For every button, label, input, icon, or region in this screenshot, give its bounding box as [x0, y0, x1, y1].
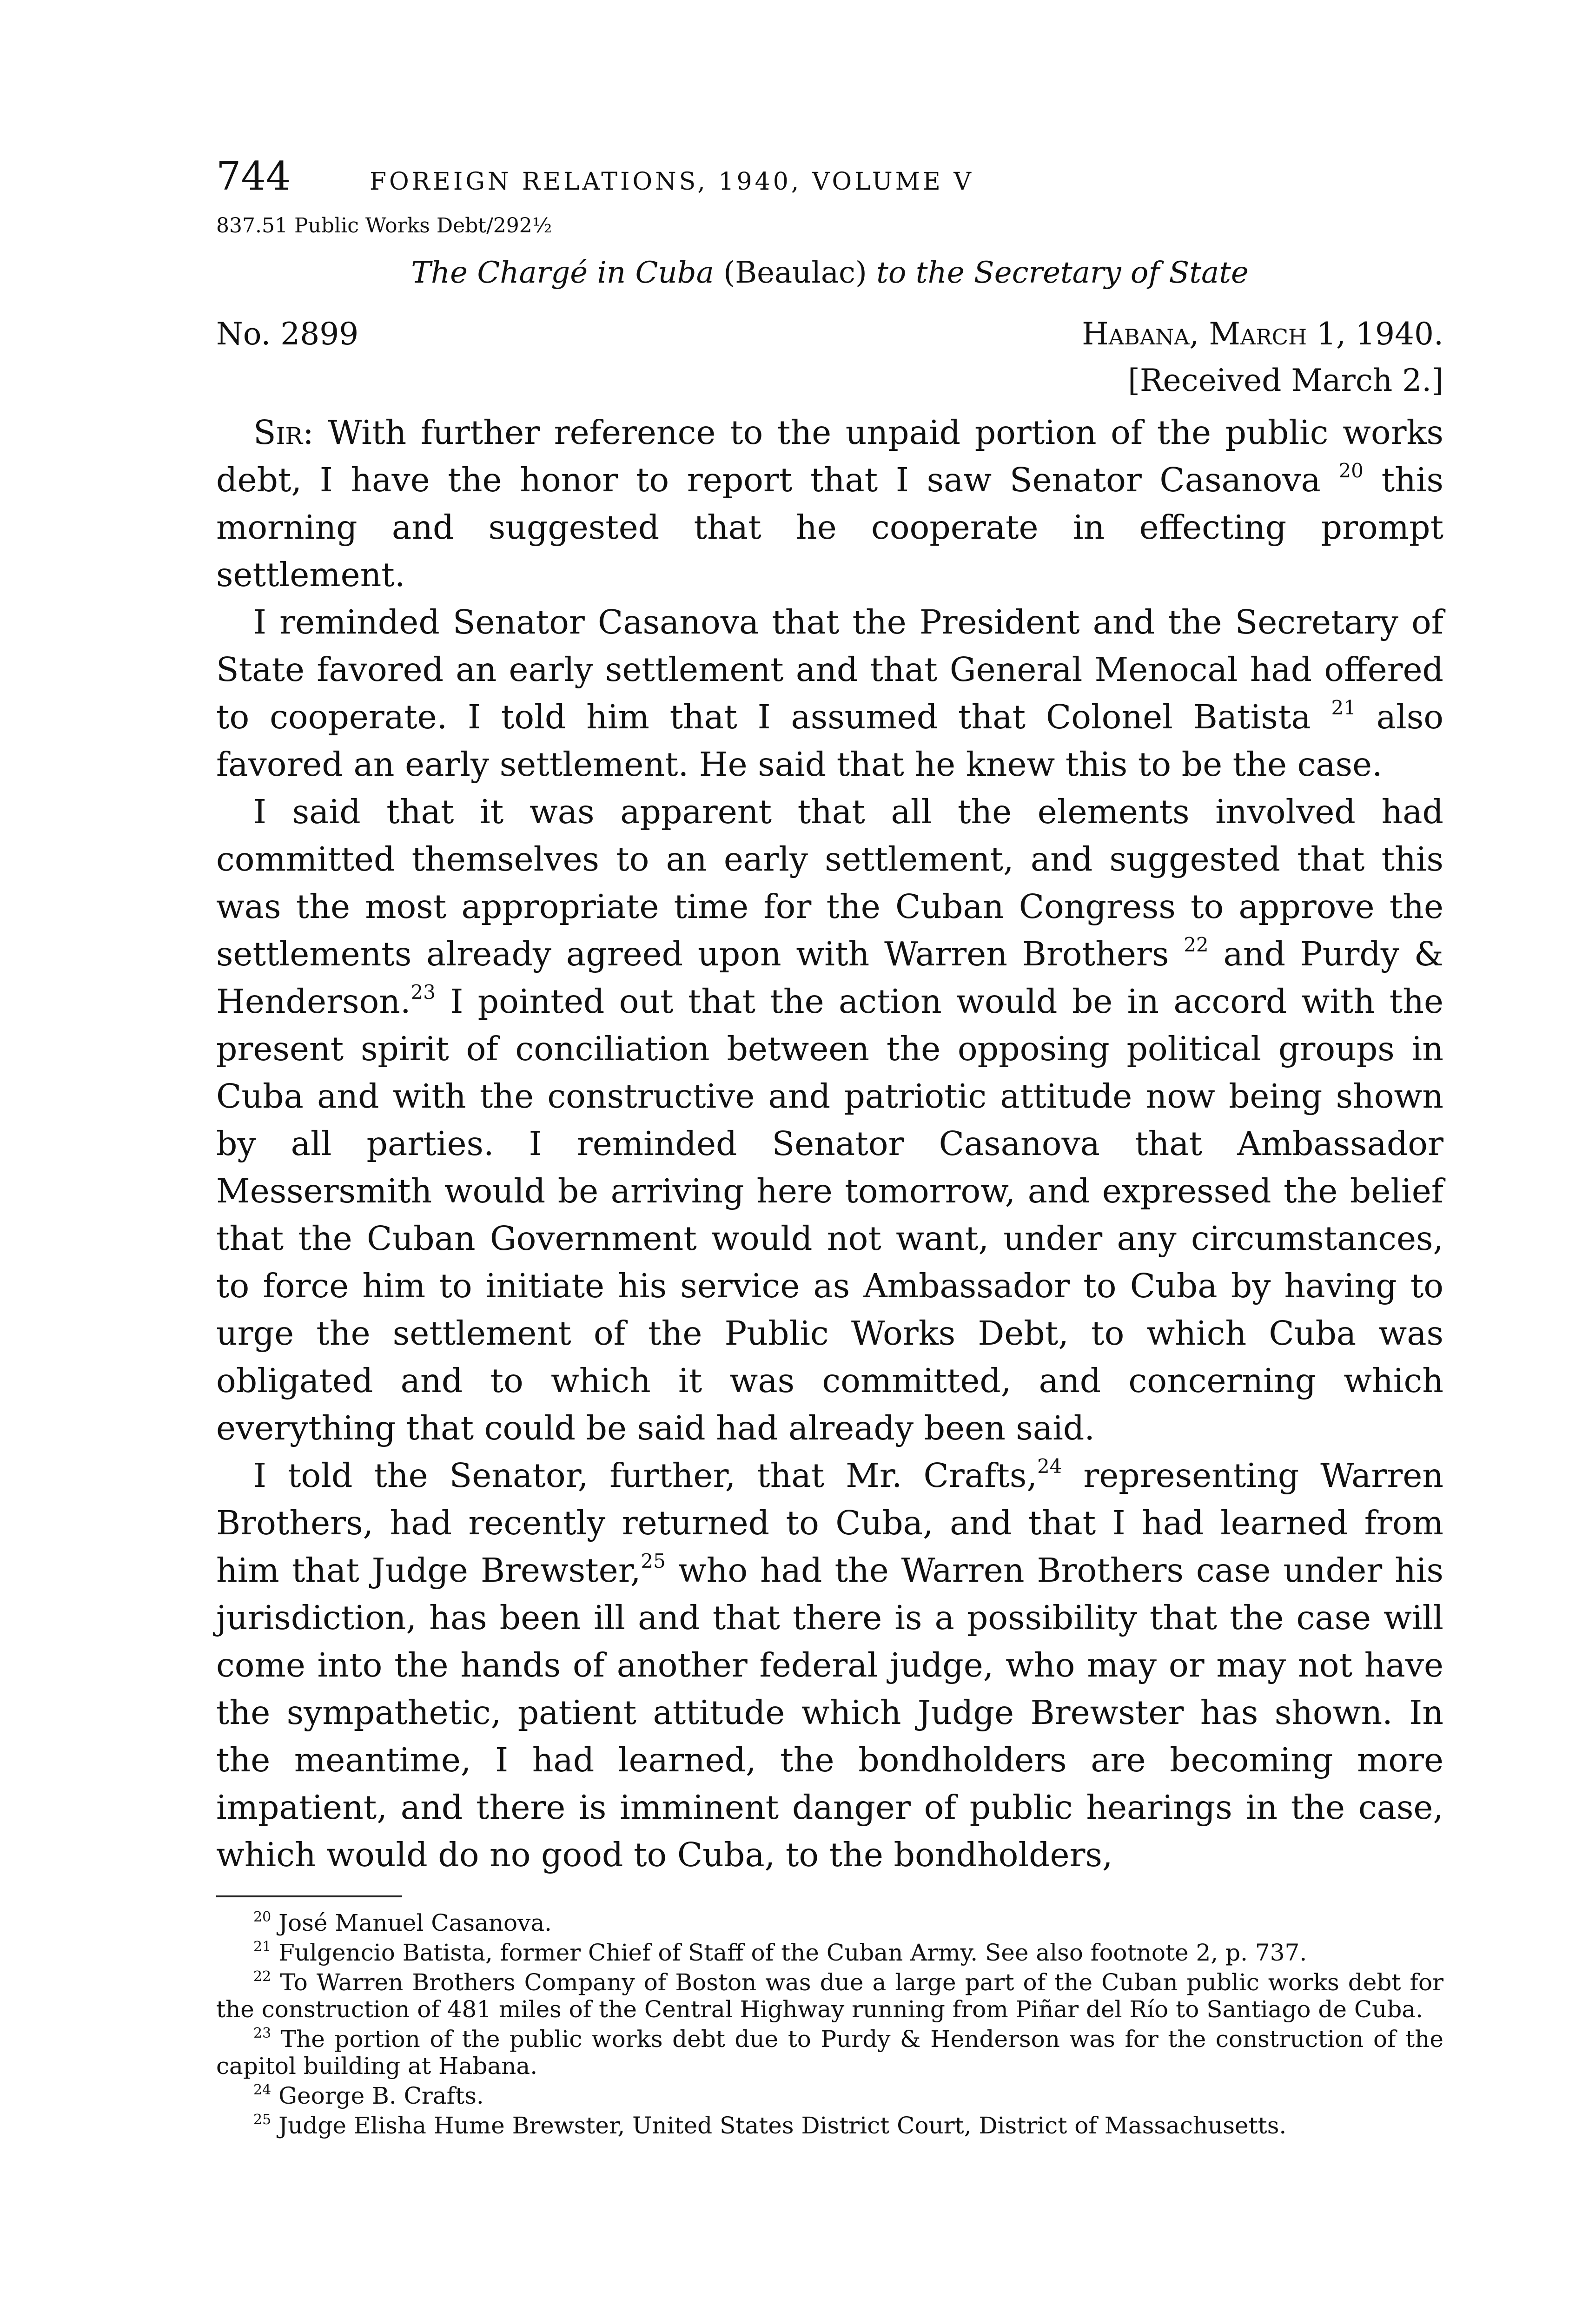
footnote-ref: 23	[410, 981, 436, 1004]
running-head: FOREIGN RELATIONS, 1940, VOLUME V	[370, 168, 974, 196]
footnote-25: $^{25}$ Judge Elisha Hume Brewster, United States District Court, District of Massachusetts.	[253, 2112, 1287, 2139]
footnote-20: $^{20}$ José Manuel Casanova.	[253, 1909, 552, 1936]
file-reference: 837.51 Public Works Debt/292½	[216, 214, 552, 238]
page-number: 744	[216, 153, 291, 199]
letter-body	[216, 409, 1443, 1879]
document-number: No. 2899	[216, 316, 359, 352]
footnote-ref: 20	[1338, 459, 1364, 482]
paragraph-2: I reminded Senator Casanova that the President and the Secretary of State favored an early settlement and that General Menocal had offered to cooperate. I told him that I assumed that Colonel Batista $^{21}$ also favored an early settlement. He said that he knew this to be the case.	[216, 603, 1443, 784]
footnote-ref: 24	[1037, 1455, 1062, 1478]
footnote-24: $^{24}$ George B. Crafts.	[253, 2082, 484, 2109]
title-part-b: to the Secretary of State	[867, 256, 1249, 290]
footnote-23: $^{23}$ The portion of the public works debt due to Purdy & Henderson was for the construction of the capitol building at Habana.	[216, 2025, 1443, 2080]
document-page	[216, 153, 1443, 2142]
footnote-ref: 21	[1331, 696, 1356, 719]
received-date: [Received March 2.]	[1128, 363, 1443, 398]
footnote-divider	[216, 1895, 402, 1897]
footnotes	[216, 1909, 1443, 2139]
title-paren: (Beaulac)	[723, 256, 867, 290]
salutation: Sir:	[253, 413, 314, 452]
paragraph-3: I said that it was apparent that all the elements involved had committed themselves to an early settlement, and suggested that this was the most appropriate time for the Cuban Congress to approve the settlements already agreed upon with Warren Brothers $^{22}$ and Purdy & Henderson.$^{23}$ I pointed out that the action would be in accord with the present spirit of conciliation between the opposing political groups in Cuba and with the constructive and patriotic attitude now being shown by all parties. I reminded Senator Casanova that Ambassador Messersmith would be arriving here tomorrow, and expressed the belief that the Cuban Government would not want, under any circumstances, to force him to initiate his service as Ambassador to Cuba by having to urge the settlement of the Public Works Debt, to which Cuba was obligated and to which it was committed, and concerning which everything that could be said had already been said.	[216, 792, 1444, 1447]
document-title	[216, 256, 1443, 307]
place-date: Habana, March 1, 1940.	[1082, 316, 1443, 352]
title-part-a: The Chargé in Cuba	[411, 256, 724, 290]
footnote-ref: 25	[641, 1550, 666, 1572]
paragraph-1: Sir: With further reference to the unpaid portion of the public works debt, I have the honor to report that I saw Senator Casanova $^{20}$ this morning and suggested that he cooperate in effecting prompt settlement.	[216, 413, 1443, 594]
document-number-line	[216, 316, 1443, 363]
footnote-ref: 22	[1184, 933, 1209, 956]
footnote-21: $^{21}$ Fulgencio Batista, former Chief of Staff of the Cuban Army. See also footnote 2, p. 737.	[253, 1939, 1307, 1966]
footnote-22: $^{22}$ To Warren Brothers Company of Boston was due a large part of the Cuban public works debt for the construction of 481 miles of the Central Highway running from Piñar del Río to Santiago de Cuba.	[216, 1968, 1443, 2023]
page-header	[216, 153, 1443, 205]
paragraph-4: I told the Senator, further, that Mr. Crafts,$^{24}$ representing Warren Brothers, had recently returned to Cuba, and that I had learned from him that Judge Brewster,$^{25}$ who had the Warren Brothers case under his jurisdiction, has been ill and that there is a possibility that the case will come into the hands of another federal judge, who may or may not have the sympathetic, patient attitude which Judge Brewster has shown. In the meantime, I had learned, the bondholders are becoming more impatient, and there is imminent danger of public hearings in the case, which would do no good to Cuba, to the bondholders,	[216, 1455, 1443, 1874]
